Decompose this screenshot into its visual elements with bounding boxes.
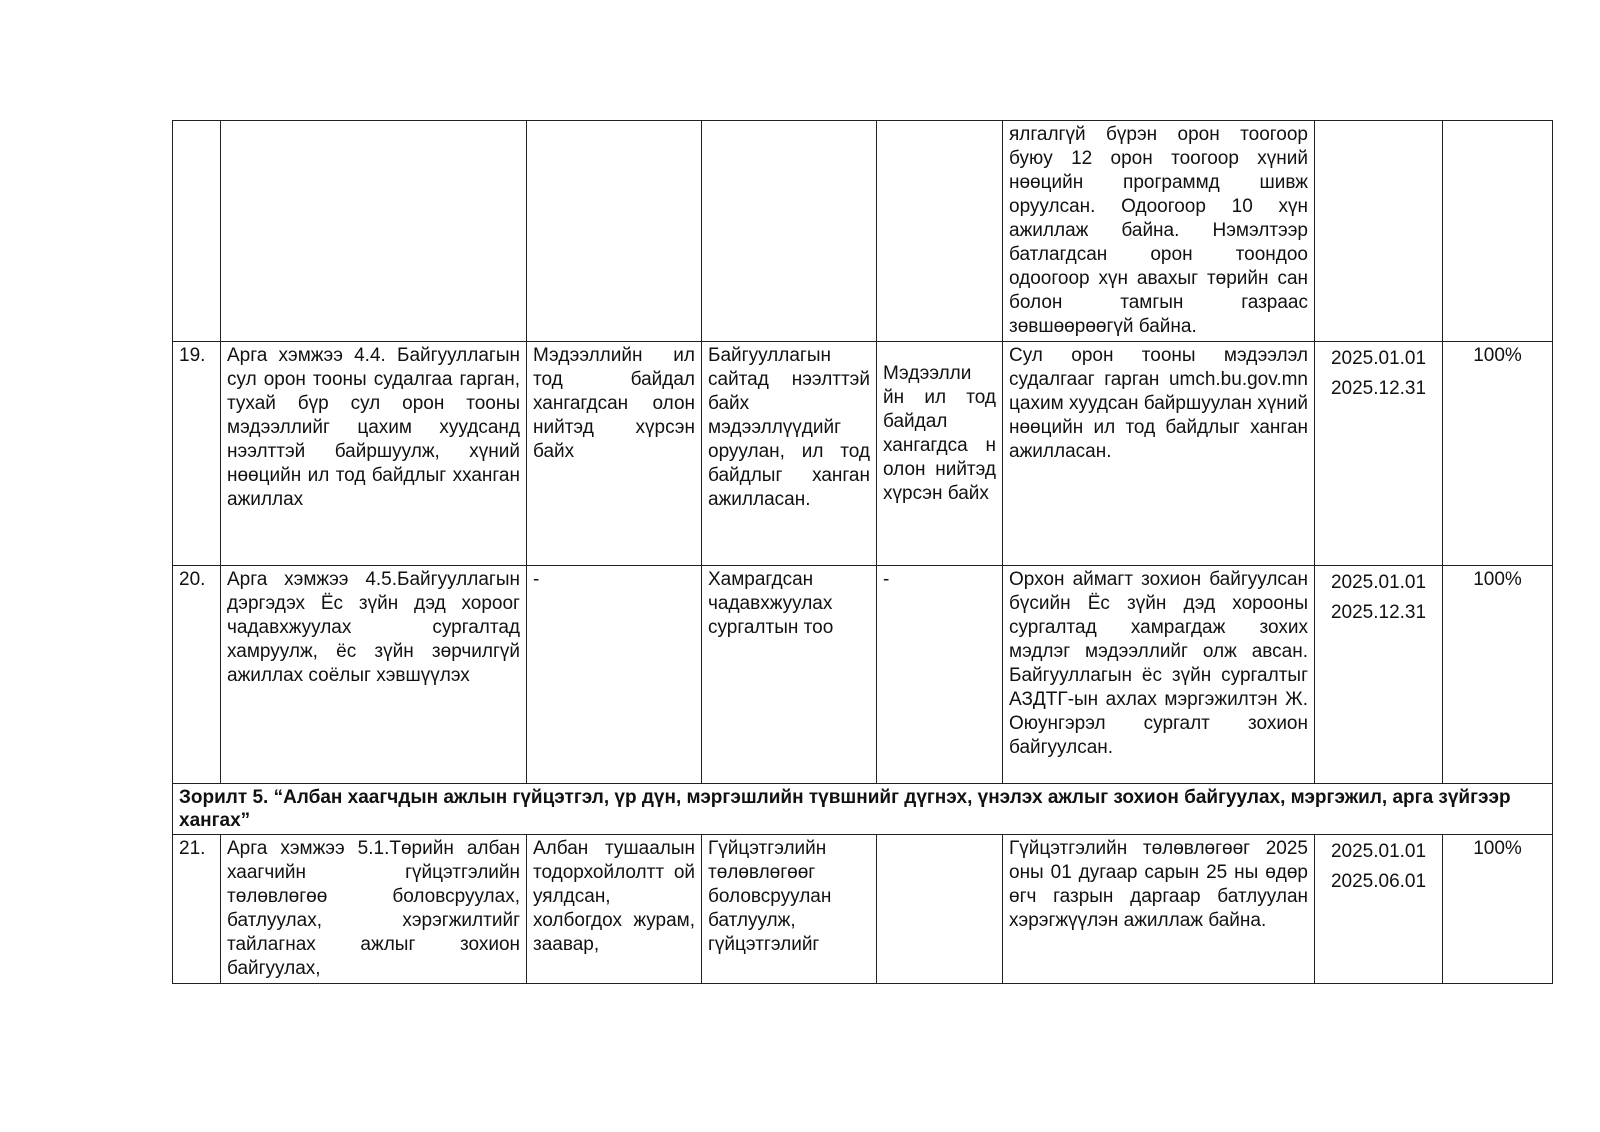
percent-cell: 100% (1443, 835, 1553, 984)
target-cell (877, 835, 1003, 984)
indicator-cell (702, 121, 877, 342)
percent-cell: 100% (1443, 342, 1553, 566)
implementation-cell: Гүйцэтгэлийн төлөвлөгөөг 2025 оны 01 дугаар сарын 25 ны өдөр өгч газрын даргаар батлуулан хэрэгжүүлэн ажиллаж байна. (1003, 835, 1315, 984)
goal-row (173, 784, 1553, 835)
action-plan-table (172, 120, 1553, 984)
indicator-cell: Хамрагдсан чадавхжуулах сургалтын тоо (702, 566, 877, 784)
table-row (173, 566, 1553, 784)
implementation-cell: Орхон аймагт зохион байгуулсан бүсийн Ёс зүйн дэд хорооны сургалтад хамрагдаж зохих мэдлэг мэдээллийг олж авсан. Байгууллагын ёс зүйн сургалтыг АЗДТГ-ын ахлах мэргэжилтэн Ж. Оюунгэрэл сургалт зохион байгуулсан. (1003, 566, 1315, 784)
start-date: 2025.01.01 (1330, 572, 1427, 593)
start-date: 2025.01.01 (1330, 841, 1427, 862)
goal-heading: Зорилт 5. “Албан хаагчдын ажлын гүйцэтгэл, үр дүн, мэргэшлийн түвшнийг дүгнэх, үнэлэх ажлыг зохион байгуулах, мэргэжил, арга зүйгээр хангах” (173, 784, 1553, 835)
table-row (173, 835, 1553, 984)
target-cell (877, 121, 1003, 342)
target-cell: Мэдээлли йн ил тод байдал хангагдса н олон нийтэд хүрсэн байх (877, 342, 1003, 566)
measure-cell (221, 121, 527, 342)
date-cell (1315, 566, 1443, 784)
table-row (173, 121, 1553, 342)
measure-cell: Арга хэмжээ 5.1.Төрийн албан хаагчийн гүйцэтгэлийн төлөвлөгөө боловсруулах, батлуулах, хэрэгжилтийг тайлагнах ажлыг зохион байгуулах, (221, 835, 527, 984)
target-cell: - (877, 566, 1003, 784)
expected-result-cell: Мэдээллийн ил тод байдал хангагдсан олон нийтэд хүрсэн байх (527, 342, 702, 566)
expected-result-cell: - (527, 566, 702, 784)
row-number-cell (173, 121, 221, 342)
row-number-cell: 21. (173, 835, 221, 984)
percent-cell (1443, 121, 1553, 342)
indicator-cell: Байгууллагын сайтад нээлттэй байх мэдээллүүдийг оруулан, ил тод байдлыг ханган ажилласан. (702, 342, 877, 566)
implementation-cell: ялгалгүй бүрэн орон тоогоор буюу 12 орон тоогоор хүний нөөцийн программд шивж оруулсан. Одоогоор 10 хүн ажиллаж байна. Нэмэлтээр батлагдсан орон тоондоо одоогоор хүн авахыг төрийн сан болон тамгын газраас зөвшөөрөөгүй байна. (1003, 121, 1315, 342)
expected-result-cell (527, 121, 702, 342)
expected-result-cell: Албан тушаалын тодорхойлолтт ой уялдсан, холбогдох журам, заавар, (527, 835, 702, 984)
percent-cell: 100% (1443, 566, 1553, 784)
table-row (173, 342, 1553, 566)
row-number-cell: 20. (173, 566, 221, 784)
end-date: 2025.06.01 (1330, 871, 1427, 892)
row-number-cell: 19. (173, 342, 221, 566)
date-cell (1315, 342, 1443, 566)
measure-cell: Арга хэмжээ 4.5.Байгууллагын дэргэдэх Ёс зүйн дэд хороог чадавхжуулах сургалтад хамруулж, ёс зүйн зөрчилгүй ажиллах соёлыг хэвшүүлэх (221, 566, 527, 784)
implementation-cell: Сул орон тооны мэдээлэл судалгааг гарган umch.bu.gov.mn цахим хуудсан байршуулан хүний нөөцийн ил тод байдлыг ханган ажилласан. (1003, 342, 1315, 566)
date-cell (1315, 835, 1443, 984)
end-date: 2025.12.31 (1330, 602, 1427, 623)
indicator-cell: Гүйцэтгэлийн төлөвлөгөөг боловсруулан батлуулж, гүйцэтгэлийг (702, 835, 877, 984)
start-date: 2025.01.01 (1330, 348, 1427, 369)
date-cell (1315, 121, 1443, 342)
end-date: 2025.12.31 (1330, 378, 1427, 399)
measure-cell: Арга хэмжээ 4.4. Байгууллагын сул орон тооны судалгаа гарган, тухай бүр сул орон тооны мэдээллийг цахим хуудсанд нээлттэй байршуулж, хүний нөөцийн ил тод байдлыг хханган ажиллах (221, 342, 527, 566)
